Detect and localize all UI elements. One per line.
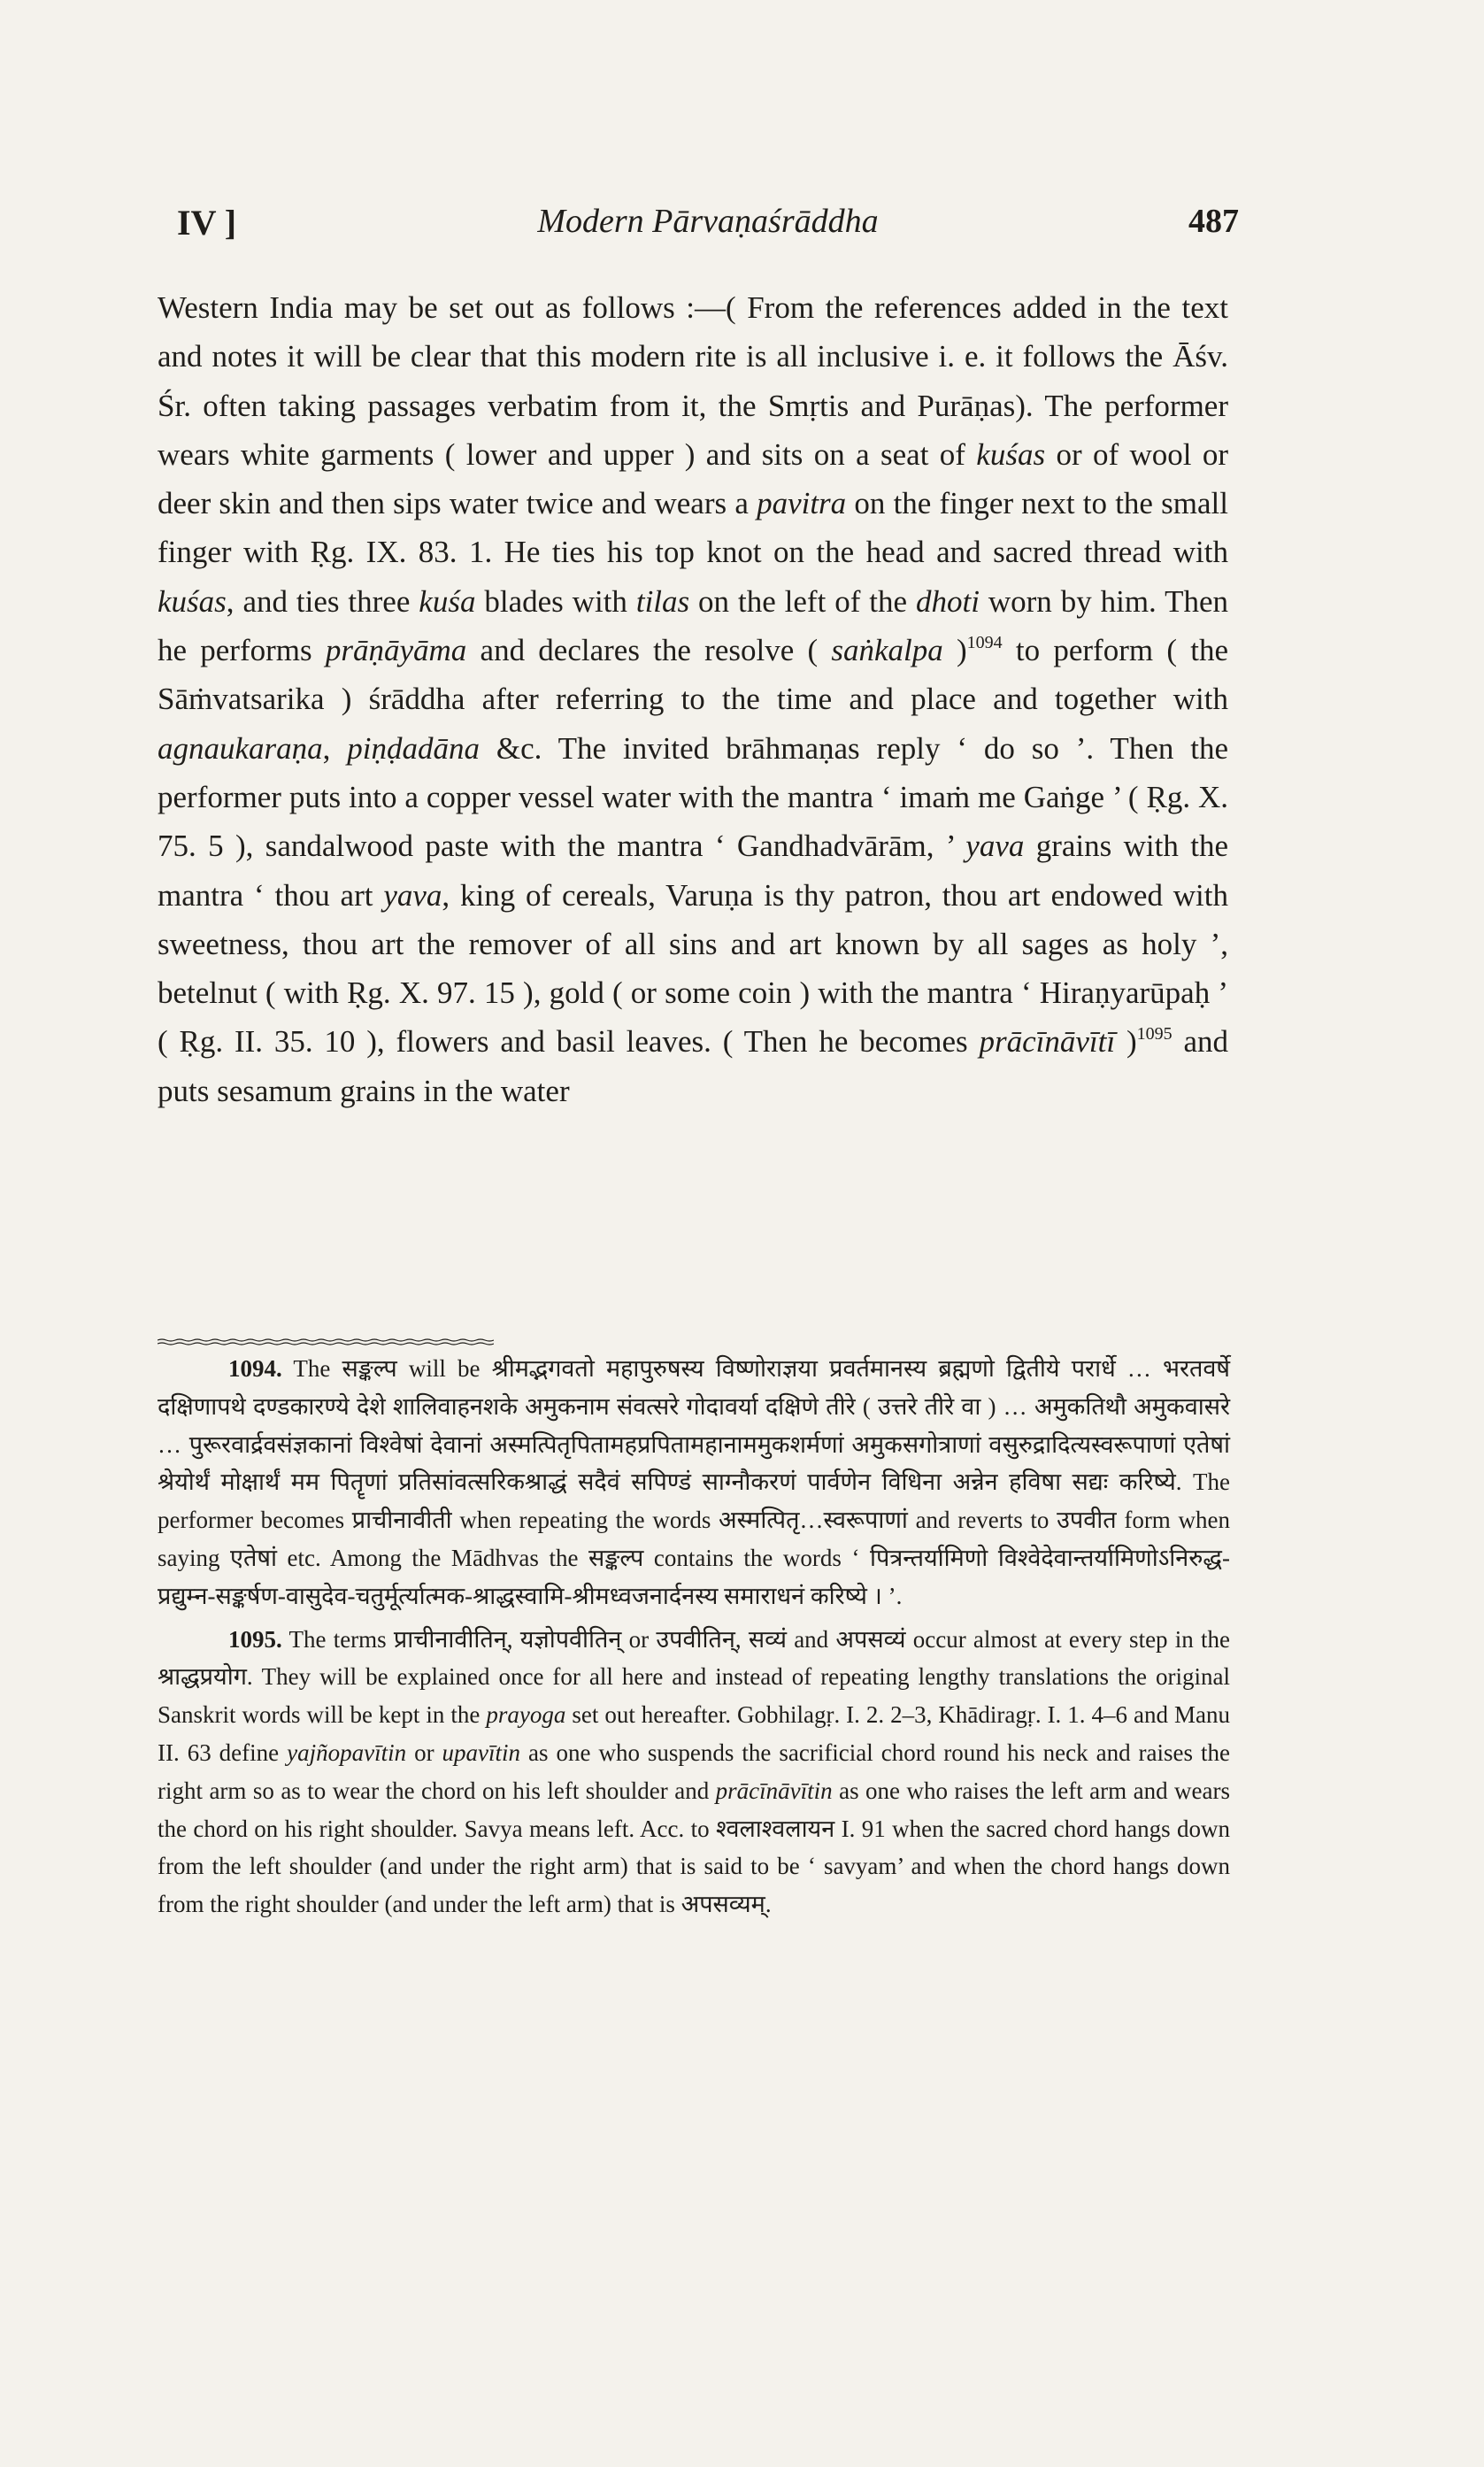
- italic-term: yava: [965, 829, 1025, 864]
- italic-term: agnaukaraṇa: [158, 730, 323, 766]
- text-run: &c. The invited brāhmaṇas reply ‘ do so ’. Then the performer puts into a copper vessel water with the mantra ‘ imaṁ me Gaṅge ’ ( Ṛg. X. 75. 5 ), sandalwood paste with the mantra ‘ Gandhadvārām, ’: [158, 730, 1228, 864]
- text-run: , king of cereals, Varuṇa is thy patron, thou art endowed with sweetness, thou art the remover of all sins and art known by all sages as holy ’, betelnut ( with Ṛg. X. 97. 15 ), gold ( or some coin ) with the mantra ‘ Hiraṇyarūpaḥ ’ ( Ṛg. II. 35. 10 ), flowers and basil leaves. ( Then he becomes: [158, 877, 1229, 1060]
- footnote-text: as one who raises the left arm and wears the chord on his right shoulder. Savya means left. Acc. to श्वलाश्वलायन I. 91 when the sacred chord hangs down from the left shoulder (and under the right arm) that is said to be ‘ savyam’ and when the chord hangs down from the right shoulder (and under the left arm) that is अपसव्यम्.: [158, 1777, 1230, 1918]
- italic-term: prayoga: [486, 1701, 566, 1729]
- italic-term: yajñopavītin: [287, 1738, 407, 1766]
- text-run: and declares the resolve (: [466, 633, 832, 668]
- text-run: ,: [322, 730, 348, 766]
- italic-term: prāṇāyāma: [325, 633, 467, 668]
- text-run: or of wool or deer skin and then sips water twice and wears a: [158, 436, 1228, 521]
- italic-term: prācīnāvītī: [979, 1024, 1116, 1060]
- italic-term: dhoti: [915, 583, 980, 619]
- italic-term: kuśas: [976, 436, 1046, 472]
- italic-term: yava: [383, 877, 442, 913]
- text-run: and puts sesamum grains in the water: [158, 1024, 1228, 1108]
- text-run: worn by him. Then he performs: [158, 583, 1229, 668]
- text-run: on the finger next to the small finger with Ṛg. IX. 83. 1. He ties his top knot on the head and sacred thread with: [158, 486, 1228, 570]
- footnote-ref-1094[interactable]: 1094: [966, 633, 1003, 653]
- footnote-1094: [158, 1350, 1230, 1615]
- text-run: grains with the mantra ‘ thou art: [158, 829, 1228, 913]
- text-run: blades with: [475, 583, 636, 619]
- footnote-divider: [158, 1338, 494, 1345]
- footnote-text: The terms प्राचीनावीतिन्, यज्ञोपवीतिन् or उपवीतिन्, सव्यं and अपसव्यं occur almost at every step in the श्राद्धप्रयोग. They will be explained once for all here and instead of repeating lengthy translations the original Sanskrit words will be kept in the: [158, 1625, 1230, 1729]
- footnote-ref-1095[interactable]: 1095: [1136, 1024, 1173, 1045]
- footnote-number: 1095.: [228, 1625, 282, 1653]
- section-marker: IV ]: [177, 203, 237, 243]
- italic-term: prācīnāvītin: [715, 1777, 833, 1804]
- italic-term: pavitra: [757, 486, 847, 521]
- text-run: on the left of the: [689, 583, 916, 619]
- text-run: , and ties three: [226, 583, 419, 619]
- footnote-1095: [158, 1621, 1230, 1923]
- footnote-text: or: [406, 1738, 442, 1766]
- footnote-number: 1094.: [228, 1355, 282, 1382]
- text-run: to perform ( the Sāṁvatsarika ) śrāddha after referring to the time and place and together with: [158, 633, 1228, 717]
- italic-term: upavītin: [442, 1738, 521, 1766]
- text-run: Western India may be set out as follows :—( From the references added in the text and notes it will be clear that this modern rite is all inclusive i. e. it follows the Āśv. Śr. often taking passages verbatim from it, the Smṛtis and Purāṇas). The performer wears white garments ( lower and upper ) and sits on a seat of: [158, 290, 1228, 472]
- italic-term: saṅkalpa: [831, 633, 943, 668]
- footnote-text: as one who suspends the sacrificial chord round his neck and raises the right arm so as to wear the chord on his left shoulder and: [158, 1738, 1230, 1804]
- italic-term: tilas: [635, 583, 690, 619]
- italic-term: kuśa: [419, 583, 476, 619]
- footnote-text: The सङ्कल्प will be श्रीमद्भगवतो महापुरुषस्य विष्णोराज्ञया प्रवर्तमानस्य ब्रह्मणो द्वितीये परार्धे … भरतवर्षे दक्षिणापथे दण्डकारण्ये देशे शालिवाहनशके अमुकनाम संवत्सरे गोदावर्या दक्षिणे तीरे ( उत्तरे तीरे वा ) … अमुकतिथौ अमुकवासरे … पुरूरवार्द्रवसंज्ञकानां विश्वेषां देवानां अस्मत्पितृपितामहप्रपितामहानाममुकशर्मणां अमुकसगोत्राणां वसुरुद्रादित्यस्वरूपाणां एतेषां श्रेयोर्थं मोक्षार्थं मम पितॄणां प्रतिसांवत्सरिकश्राद्धं सदैवं सपिण्डं साग्नौकरणं पार्वणेन विधिना अन्नेन हविषा सद्यः करिष्ये. The performer becomes प्राचीनावीती when repeating the words अस्मत्पितृ…स्वरूपाणां and reverts to उपवीत form when saying एतेषां etc. Among the Mādhvas the सङ्कल्प contains the words ‘ पित्रन्तर्यामिणो विश्वेदेवान्तर्यामिणोऽनिरुद्ध-प्रद्युम्न-सङ्कर्षण-वासुदेव-चतुर्मूर्त्यात्मक-श्राद्धस्वामि-श्रीमध्वजनार्दनस्य समाराधनं करिष्ये । ’.: [158, 1355, 1230, 1609]
- running-title: Modern Pārvaṇaśrāddha: [537, 203, 879, 240]
- body-paragraph: [158, 283, 1228, 1115]
- italic-term: piṇḍadāna: [347, 730, 481, 766]
- text-run: ): [1115, 1024, 1137, 1060]
- page-number: 487: [1188, 203, 1239, 240]
- running-header: [177, 202, 1239, 246]
- footnote-text: set out hereafter. Gobhilagṛ. I. 2. 2–3, Khādiragṛ. I. 1. 4–6 and Manu II. 63 define: [158, 1701, 1230, 1766]
- italic-term: kuśas: [158, 583, 227, 619]
- text-run: ): [942, 633, 967, 668]
- footnotes: [158, 1350, 1230, 1929]
